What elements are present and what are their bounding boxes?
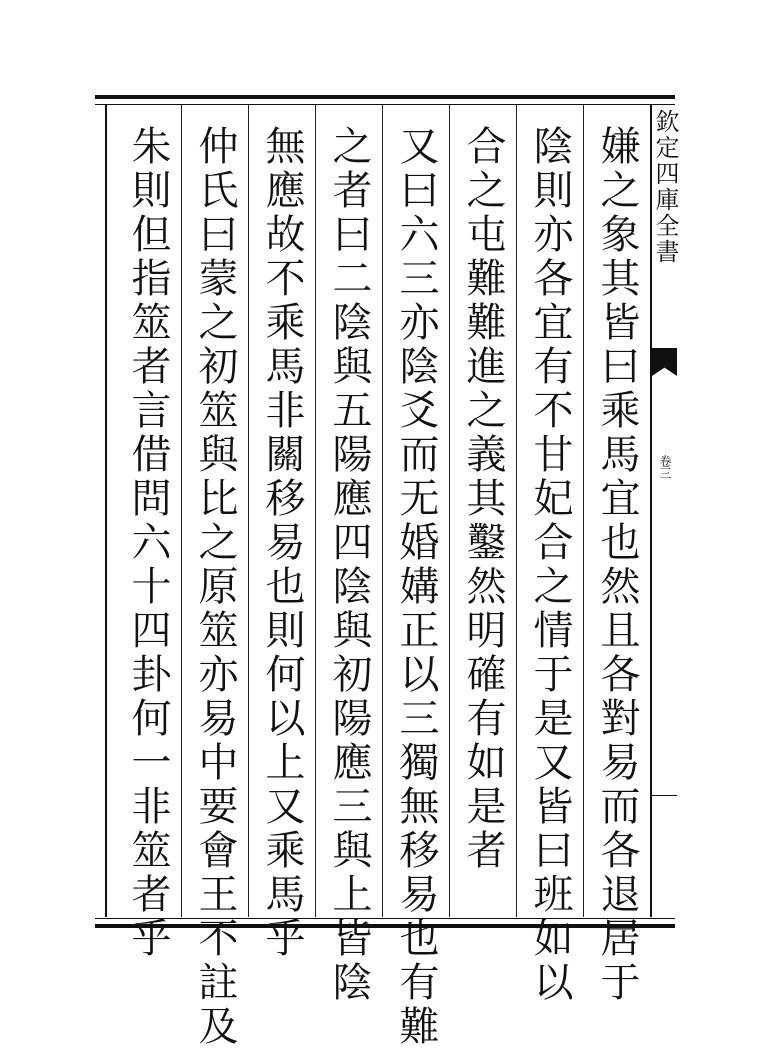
page-margin <box>650 105 677 917</box>
text-column-3 <box>450 105 517 917</box>
bottom-border-rule <box>95 918 675 928</box>
juan-label: 卷三 <box>658 455 672 479</box>
book-title: 欽定四庫全書 <box>651 109 679 265</box>
top-border-rule <box>95 95 675 105</box>
book-page <box>95 95 679 1049</box>
column-text: 又曰六三亦陰爻而无婚媾正以三獨無移易也有難 <box>393 125 439 1049</box>
text-column-8 <box>115 105 182 961</box>
text-column-5 <box>316 105 383 1005</box>
text-column-2 <box>517 105 584 1005</box>
fishtail-mark <box>652 348 677 376</box>
column-text: 嫌之象其皆曰乘馬宜也然且各對易而各退居于 <box>594 125 640 1005</box>
text-column-7 <box>182 105 249 1049</box>
column-text: 仲氏曰蒙之初筮與比之原筮亦易中要會王不註及 <box>192 125 238 1049</box>
column-text: 無應故不乘馬非關移易也則何以上又乘馬乎 <box>259 125 305 961</box>
text-column-6 <box>249 105 316 961</box>
text-column-4 <box>383 105 450 1049</box>
column-text: 朱則但指筮者言借問六十四卦何一非筮者乎 <box>125 125 171 961</box>
margin-divider <box>652 795 677 796</box>
column-text: 陰則亦各宜有不甘妃合之情于是又皆曰班如以 <box>527 125 573 1005</box>
column-text: 合之屯難難進之義其鑿然明確有如是者 <box>460 125 506 873</box>
column-text: 之者曰二陰與五陽應四陰與初陽應三與上皆陰 <box>326 125 372 1005</box>
text-column-1 <box>584 105 651 1005</box>
